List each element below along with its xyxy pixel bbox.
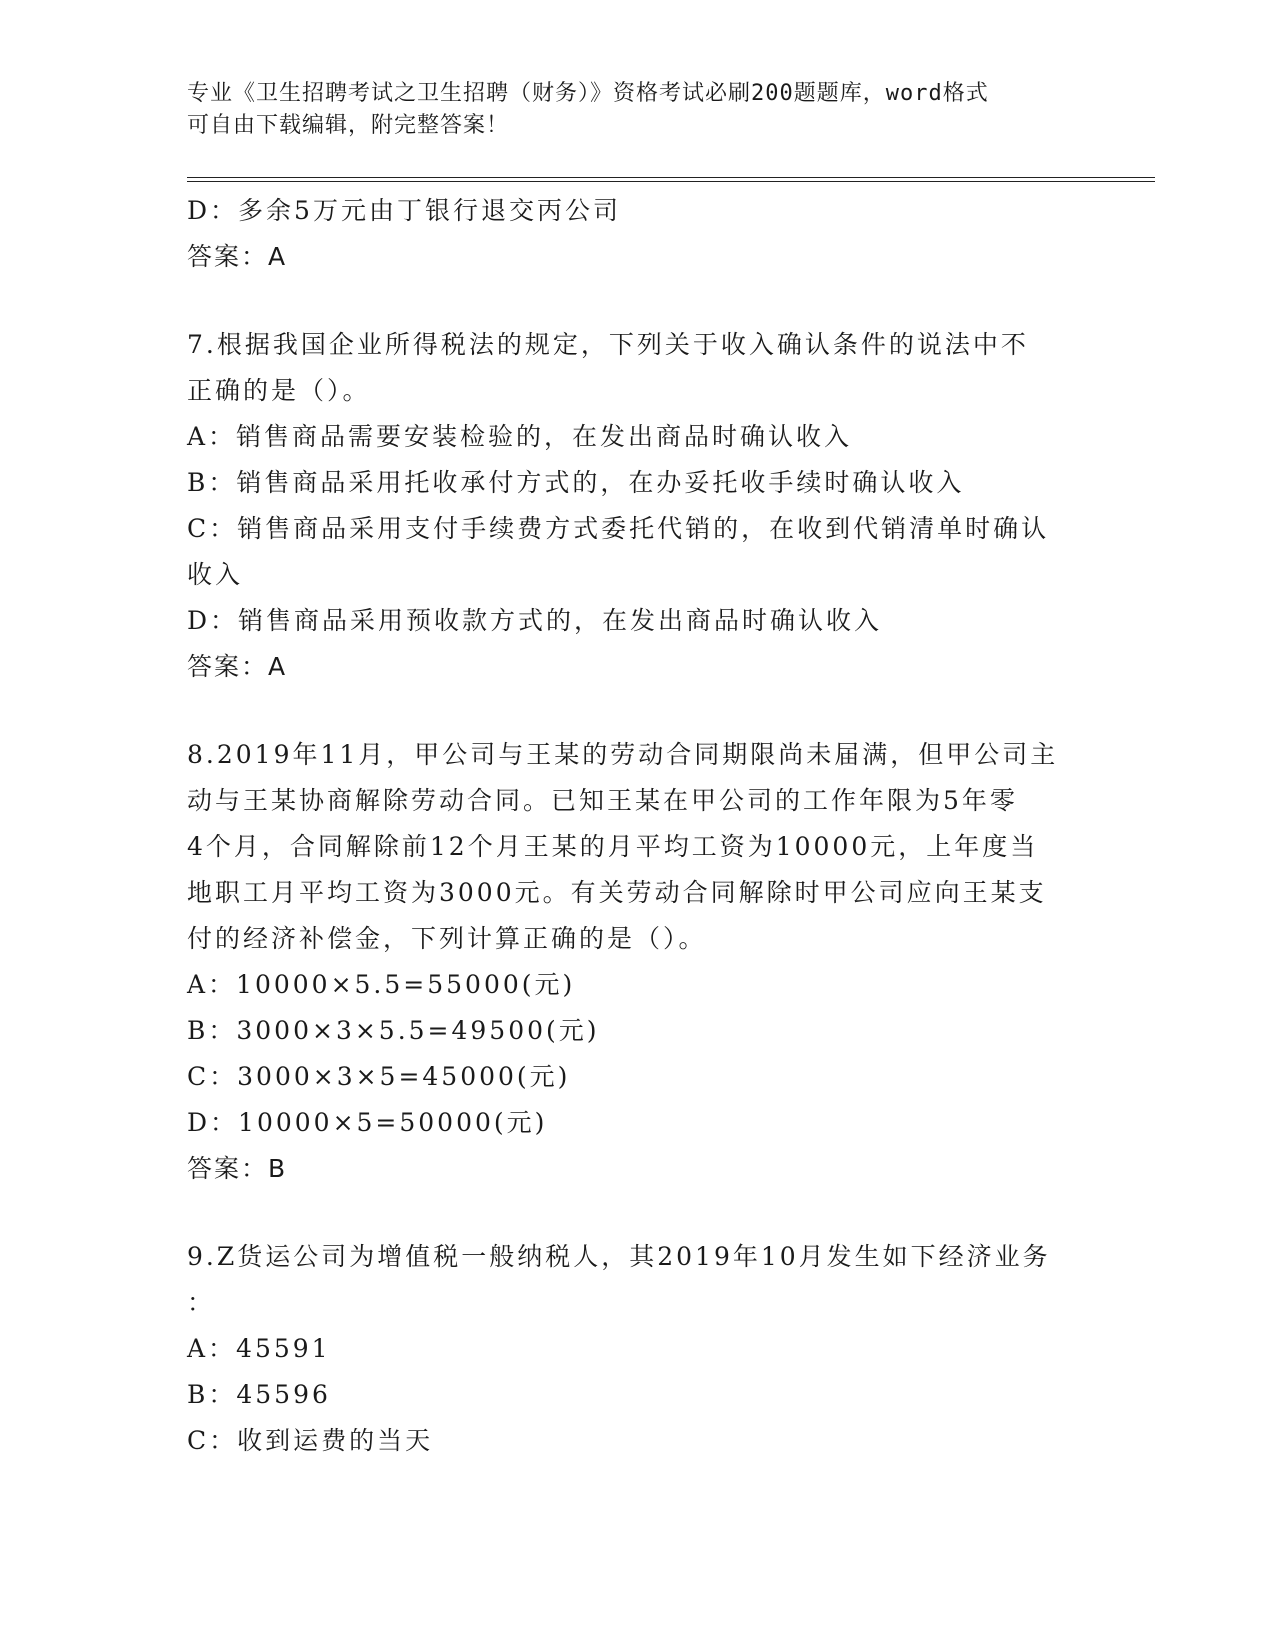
question-stem: 4个月，合同解除前12个月王某的月平均工资为10000元，上年度当 <box>187 832 1039 861</box>
header-line-2: 可自由下载编辑，附完整答案！ <box>187 113 510 138</box>
option-a: A：销售商品需要安装检验的，在发出商品时确认收入 <box>187 422 853 451</box>
question-stem: 8.2019年11月，甲公司与王某的劳动合同期限尚未届满，但甲公司主 <box>187 740 1059 769</box>
question-stem: 动与王某协商解除劳动合同。已知王某在甲公司的工作年限为5年零 <box>187 786 1018 815</box>
question-stem: ： <box>187 1288 216 1317</box>
option-a: A：45591 <box>187 1334 331 1363</box>
question-7 <box>187 322 1087 690</box>
document-header <box>187 78 1067 142</box>
question-stem: 付的经济补偿金，下列计算正确的是（）。 <box>187 924 707 953</box>
question-8 <box>187 732 1087 1192</box>
option-b: B：3000×3×5.5=49500(元) <box>187 1016 600 1045</box>
option-c: C：收到运费的当天 <box>187 1426 434 1455</box>
option-a: A：10000×5.5=55000(元) <box>187 970 576 999</box>
option-d: D：销售商品采用预收款方式的，在发出商品时确认收入 <box>187 606 883 635</box>
option-b: B：销售商品采用托收承付方式的，在办妥托收手续时确认收入 <box>187 468 965 497</box>
option-b: B：45596 <box>187 1380 331 1409</box>
question-stem: 正确的是（）。 <box>187 376 371 405</box>
option-c: C：销售商品采用支付手续费方式委托代销的，在收到代销清单时确认 <box>187 514 1050 543</box>
question-content <box>187 188 1087 1464</box>
question-stem: 9.Z货运公司为增值税一般纳税人，其2019年10月发生如下经济业务 <box>187 1242 1051 1271</box>
answer-line: 答案：A <box>187 242 288 271</box>
answer-line: 答案：B <box>187 1154 288 1183</box>
header-divider-bottom <box>187 181 1155 182</box>
question-9 <box>187 1234 1087 1464</box>
option-c: C：3000×3×5=45000(元) <box>187 1062 571 1091</box>
question-stem: 地职工月平均工资为3000元。有关劳动合同解除时甲公司应向王某支 <box>187 878 1047 907</box>
option-d: D：10000×5=50000(元) <box>187 1108 548 1137</box>
header-line-1: 专业《卫生招聘考试之卫生招聘（财务）》资格考试必刷200题题库，word格式 <box>187 81 989 106</box>
answer-line: 答案：A <box>187 652 288 681</box>
header-divider-top <box>187 177 1155 178</box>
question-stem: 7.根据我国企业所得税法的规定，下列关于收入确认条件的说法中不 <box>187 330 1029 359</box>
option-d: D：多余5万元由丁银行退交丙公司 <box>187 196 621 225</box>
option-c-continued: 收入 <box>187 560 244 589</box>
question-6-tail <box>187 188 1087 280</box>
